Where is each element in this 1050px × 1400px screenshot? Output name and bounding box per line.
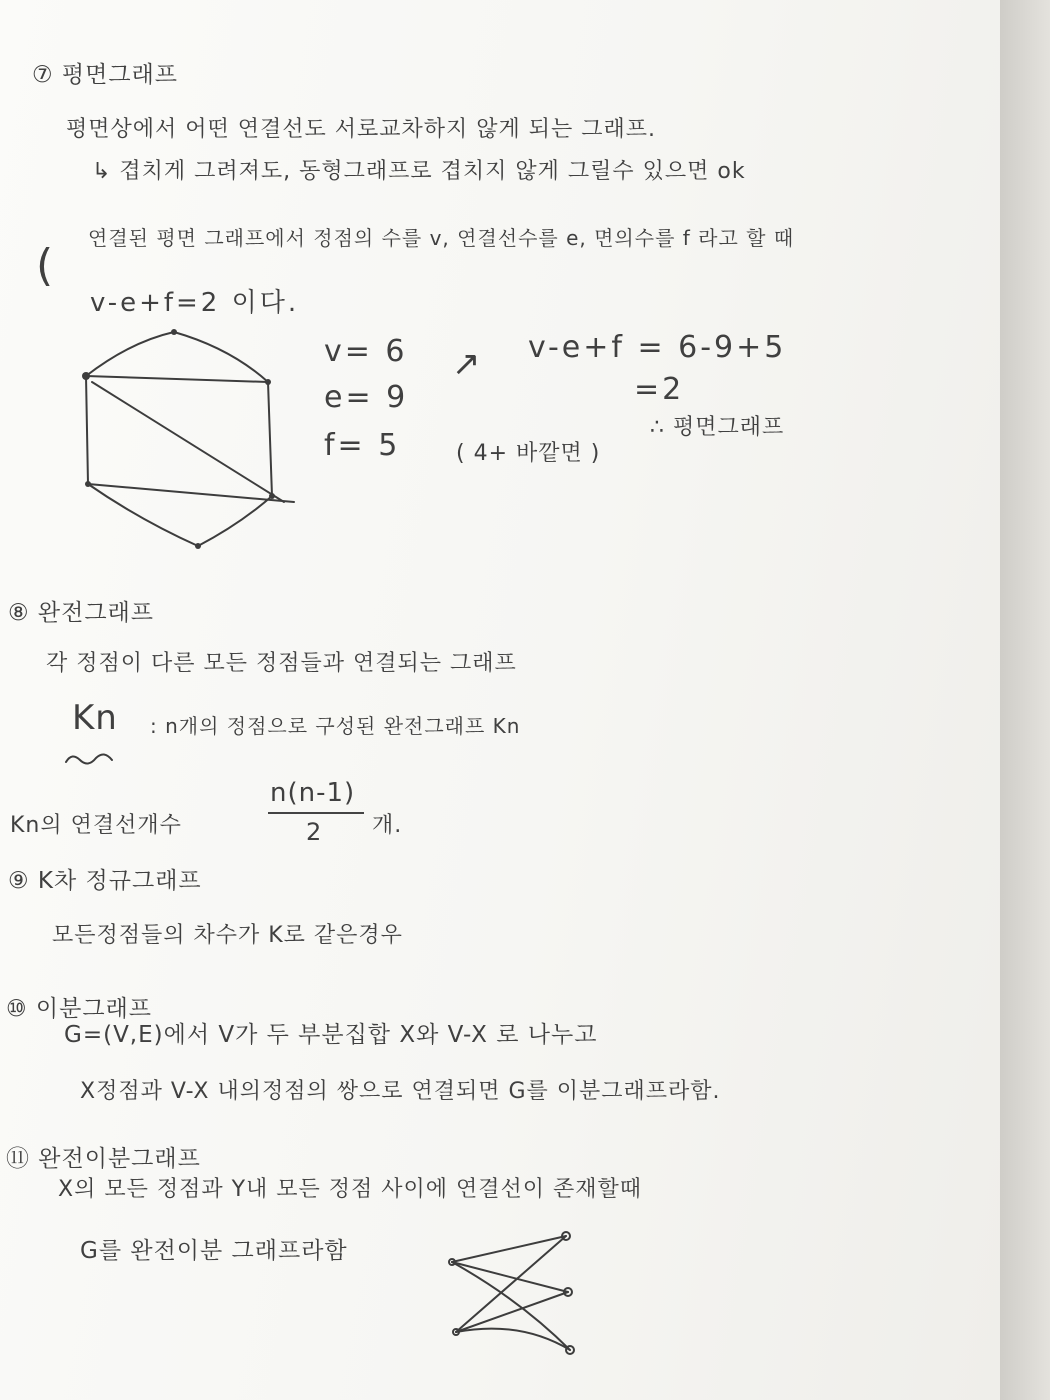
section-7-euler-premise: 연결된 평면 그래프에서 정점의 수를 v, 연결선수를 e, 면의수를 f 라고 할 때 (88, 226, 795, 250)
fraction-denominator: 2 (306, 818, 323, 846)
section-7-euler-formula: v-e+f=2 이다. (90, 288, 300, 318)
fraction-numerator: n(n-1) (270, 778, 356, 808)
vertex-count: v= 6 (324, 334, 408, 369)
edge-count-unit: 개. (372, 813, 403, 838)
section-9-definition: 모든정점들의 차수가 K로 같은경우 (52, 923, 403, 948)
graph-vertex (85, 481, 91, 487)
desk-background (1000, 0, 1050, 1400)
edge-count: e= 9 (324, 380, 409, 415)
section-7-definition: 평면상에서 어떤 연결선도 서로교차하지 않게 되는 그래프. (66, 117, 657, 142)
planar-graph-sketch (82, 329, 294, 549)
section-7-isomorphism-note: ↳ 겹치게 그려져도, 동형그래프로 겹치지 않게 그릴수 있으면 ok (92, 159, 746, 184)
section-8-definition: 각 정점이 다른 모든 정점들과 연결되는 그래프 (46, 651, 517, 676)
section-8-title: ⑧ 완전그래프 (8, 600, 155, 626)
section-9-title: ⑨ K차 정규그래프 (8, 868, 202, 894)
section-7-title: ⑦ 평면그래프 (32, 62, 179, 88)
bipartite-graph-sketch (449, 1232, 574, 1354)
kn-symbol: Kn (72, 698, 118, 738)
planar-conclusion: ∴ 평면그래프 (650, 415, 785, 440)
section-11-line2: G를 완전이분 그래프라함 (80, 1238, 348, 1264)
section-10-line2: X정점과 V-X 내의정점의 쌍으로 연결되면 G를 이분그래프라함. (80, 1079, 721, 1104)
section-10-line1: G=(V,E)에서 V가 두 부분집합 X와 V-X 로 나누고 (64, 1022, 598, 1048)
section-7-bracket: ( (36, 240, 55, 291)
graph-vertex (195, 543, 201, 549)
graph-vertex (82, 372, 90, 380)
section-10-title: ⑩ 이분그래프 (6, 996, 153, 1022)
section-11-line1: X의 모든 정점과 Y내 모든 정점 사이에 연결선이 존재할때 (58, 1177, 643, 1202)
graph-vertex (265, 379, 271, 385)
face-count: f= 5 (324, 428, 401, 463)
section-11-title: ⑪ 완전이분그래프 (6, 1146, 201, 1172)
kn-underline (66, 754, 112, 763)
arrow-icon: ↗ (452, 344, 484, 384)
kn-edge-count-label: Kn의 연결선개수 (10, 813, 182, 838)
graph-vertex (171, 329, 177, 335)
kn-description: : n개의 정점으로 구성된 완전그래프 Kn (150, 714, 521, 738)
euler-calculation: v-e+f = 6-9+5 (528, 330, 787, 365)
graph-vertex (269, 493, 275, 499)
face-breakdown-note: ( 4+ 바깥면 ) (456, 441, 601, 466)
euler-result: =2 (634, 372, 685, 407)
